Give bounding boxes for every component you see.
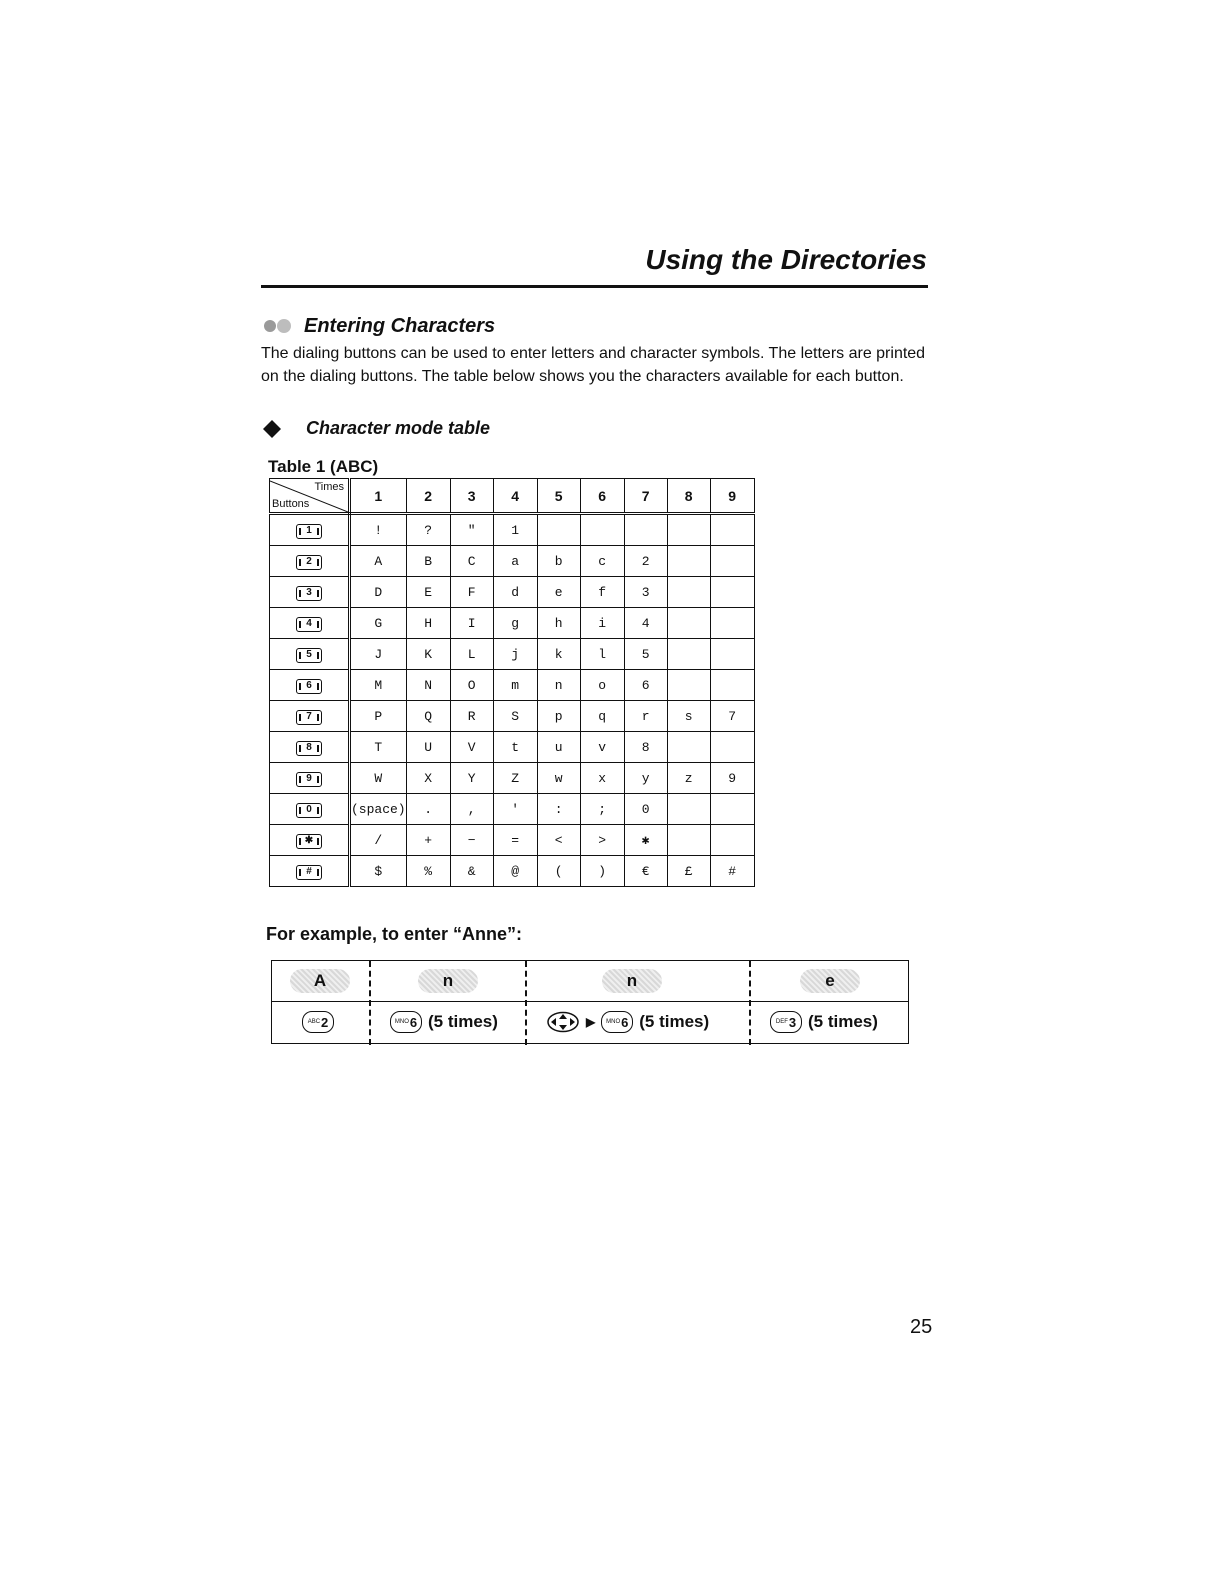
- intro-paragraph: The dialing buttons can be used to enter letters and character symbols. The letters are printed on the dialing buttons. The table below shows you the characters available for each button.: [261, 345, 926, 385]
- character-cell: [710, 546, 754, 577]
- character-cell: 9: [710, 763, 754, 794]
- character-cell: b: [537, 546, 580, 577]
- table-row: [270, 825, 755, 856]
- character-cell: o: [580, 670, 624, 701]
- column-header: 5: [537, 479, 580, 514]
- character-cell: ': [493, 794, 537, 825]
- character-cell: [667, 794, 710, 825]
- character-cell: (space): [350, 794, 407, 825]
- character-cell: g: [493, 608, 537, 639]
- character-cell: =: [493, 825, 537, 856]
- character-cell: V: [450, 732, 493, 763]
- button-cell: [270, 794, 350, 825]
- column-header: 3: [450, 479, 493, 514]
- column-header: 7: [624, 479, 667, 514]
- dial-button-icon: 3: [296, 586, 322, 601]
- character-cell: [667, 546, 710, 577]
- character-cell: F: [450, 577, 493, 608]
- character-cell: [667, 608, 710, 639]
- character-cell: [710, 670, 754, 701]
- page-header-title: Using the Directories: [645, 244, 927, 275]
- dial-button-icon: ✱: [296, 834, 322, 849]
- character-cell: e: [537, 577, 580, 608]
- character-cell: O: [450, 670, 493, 701]
- example-step: [770, 1009, 878, 1035]
- character-cell: G: [350, 608, 407, 639]
- character-cell: y: [624, 763, 667, 794]
- button-cell: [270, 546, 350, 577]
- example-letter: n: [602, 969, 662, 993]
- character-cell: I: [450, 608, 493, 639]
- character-cell: H: [406, 608, 450, 639]
- character-cell: r: [624, 701, 667, 732]
- character-cell: 1: [493, 514, 537, 546]
- button-cell: [270, 856, 350, 887]
- character-cell: (: [537, 856, 580, 887]
- dotted-bullet-icon: [262, 313, 298, 339]
- dial-button-icon: 8: [296, 741, 322, 756]
- character-cell: ?: [406, 514, 450, 546]
- column-header: 1: [350, 479, 407, 514]
- example-step: [546, 1009, 709, 1035]
- character-cell: [710, 639, 754, 670]
- times-label: Times: [314, 481, 344, 493]
- example-letter: e: [800, 969, 860, 993]
- step-text: (5 times): [428, 1012, 498, 1031]
- character-cell: v: [580, 732, 624, 763]
- character-cell: C: [450, 546, 493, 577]
- dial-button-icon: 6: [296, 679, 322, 694]
- navigator-key-icon: [546, 1011, 580, 1033]
- character-cell: j: [493, 639, 537, 670]
- button-cell: [270, 639, 350, 670]
- character-cell: 3: [624, 577, 667, 608]
- character-cell: ): [580, 856, 624, 887]
- character-cell: .: [406, 794, 450, 825]
- dial-button-icon: 1: [296, 524, 322, 539]
- character-cell: [537, 514, 580, 546]
- column-header: 4: [493, 479, 537, 514]
- character-cell: R: [450, 701, 493, 732]
- button-cell: [270, 514, 350, 546]
- character-cell: ": [450, 514, 493, 546]
- character-cell: [710, 825, 754, 856]
- character-cell: W: [350, 763, 407, 794]
- header-rule: [261, 285, 928, 288]
- character-cell: £: [667, 856, 710, 887]
- table-corner-cell: [270, 479, 350, 514]
- sub-heading-text: Character mode table: [306, 418, 491, 438]
- character-cell: T: [350, 732, 407, 763]
- column-header: 6: [580, 479, 624, 514]
- character-cell: E: [406, 577, 450, 608]
- table-row: [270, 608, 755, 639]
- character-cell: f: [580, 577, 624, 608]
- button-cell: [270, 608, 350, 639]
- character-cell: [667, 639, 710, 670]
- character-cell: [667, 670, 710, 701]
- button-cell: [270, 825, 350, 856]
- character-cell: A: [350, 546, 407, 577]
- character-cell: P: [350, 701, 407, 732]
- example-letter: n: [418, 969, 478, 993]
- character-cell: >: [580, 825, 624, 856]
- character-cell: i: [580, 608, 624, 639]
- example-column-divider: [525, 961, 527, 1045]
- dial-key-icon: DEF 3: [770, 1011, 802, 1033]
- example-title: For example, to enter “Anne”:: [266, 924, 523, 944]
- table-row: [270, 763, 755, 794]
- character-cell: [710, 794, 754, 825]
- character-cell: &: [450, 856, 493, 887]
- character-cell: K: [406, 639, 450, 670]
- buttons-label: Buttons: [272, 498, 310, 510]
- character-cell: U: [406, 732, 450, 763]
- character-cell: l: [580, 639, 624, 670]
- character-cell: [667, 825, 710, 856]
- dial-button-icon: 7: [296, 710, 322, 725]
- character-cell: !: [350, 514, 407, 546]
- table-row: [270, 577, 755, 608]
- right-arrow-icon: ▶: [586, 1015, 596, 1029]
- character-cell: ,: [450, 794, 493, 825]
- character-cell: [710, 608, 754, 639]
- character-cell: t: [493, 732, 537, 763]
- column-header: 8: [667, 479, 710, 514]
- character-cell: z: [667, 763, 710, 794]
- character-cell: w: [537, 763, 580, 794]
- dial-button-icon: #: [296, 865, 322, 880]
- section-heading-text: Entering Characters: [304, 314, 496, 337]
- character-cell: S: [493, 701, 537, 732]
- section-heading: [262, 313, 495, 339]
- character-cell: c: [580, 546, 624, 577]
- dial-key-icon: ABC 2: [302, 1011, 334, 1033]
- button-cell: [270, 763, 350, 794]
- button-cell: [270, 670, 350, 701]
- character-cell: %: [406, 856, 450, 887]
- character-cell: #: [710, 856, 754, 887]
- character-cell: X: [406, 763, 450, 794]
- character-cell: 0: [624, 794, 667, 825]
- character-cell: Q: [406, 701, 450, 732]
- character-cell: 7: [710, 701, 754, 732]
- character-cell: h: [537, 608, 580, 639]
- example-letter: A: [290, 969, 350, 993]
- button-cell: [270, 577, 350, 608]
- example-row-divider: [272, 1001, 908, 1002]
- character-cell: Z: [493, 763, 537, 794]
- sub-heading: [262, 418, 490, 439]
- dial-key-icon: MNO 6: [601, 1011, 633, 1033]
- character-cell: 6: [624, 670, 667, 701]
- character-cell: [580, 514, 624, 546]
- table-body: [270, 514, 755, 887]
- character-cell: [710, 577, 754, 608]
- column-header: 2: [406, 479, 450, 514]
- page-number: 25: [910, 1316, 933, 1338]
- step-text: (5 times): [639, 1012, 710, 1031]
- character-cell: d: [493, 577, 537, 608]
- table-header-row: [270, 479, 755, 514]
- character-cell: 5: [624, 639, 667, 670]
- character-cell: ;: [580, 794, 624, 825]
- character-cell: 8: [624, 732, 667, 763]
- dial-button-icon: 4: [296, 617, 322, 632]
- table-row: [270, 732, 755, 763]
- column-header: 9: [710, 479, 754, 514]
- table-row: [270, 856, 755, 887]
- example-box: [271, 960, 909, 1044]
- table-row: [270, 514, 755, 546]
- character-cell: @: [493, 856, 537, 887]
- character-cell: J: [350, 639, 407, 670]
- dial-button-icon: 2: [296, 555, 322, 570]
- table-row: [270, 639, 755, 670]
- character-cell: D: [350, 577, 407, 608]
- table-row: [270, 794, 755, 825]
- button-cell: [270, 732, 350, 763]
- character-cell: p: [537, 701, 580, 732]
- step-text: (5 times): [808, 1012, 878, 1031]
- table-title: Table 1 (ABC): [268, 457, 379, 476]
- dial-button-icon: 5: [296, 648, 322, 663]
- character-cell: a: [493, 546, 537, 577]
- character-cell: m: [493, 670, 537, 701]
- character-cell: Y: [450, 763, 493, 794]
- character-cell: +: [406, 825, 450, 856]
- character-cell: /: [350, 825, 407, 856]
- character-cell: 2: [624, 546, 667, 577]
- character-mode-table: [269, 478, 755, 887]
- dial-button-icon: 9: [296, 772, 322, 787]
- example-step: [390, 1009, 498, 1035]
- example-column-divider: [749, 961, 751, 1045]
- table-row: [270, 701, 755, 732]
- button-cell: [270, 701, 350, 732]
- dial-button-icon: 0: [296, 803, 322, 818]
- table-row: [270, 670, 755, 701]
- character-cell: s: [667, 701, 710, 732]
- character-cell: [710, 732, 754, 763]
- character-cell: ✱: [624, 825, 667, 856]
- character-cell: −: [450, 825, 493, 856]
- diamond-bullet-icon: [262, 419, 282, 439]
- character-cell: [667, 577, 710, 608]
- table-row: [270, 546, 755, 577]
- example-step: [302, 1009, 334, 1035]
- character-cell: x: [580, 763, 624, 794]
- dial-key-icon: MNO 6: [390, 1011, 422, 1033]
- character-cell: B: [406, 546, 450, 577]
- character-cell: L: [450, 639, 493, 670]
- character-cell: [710, 514, 754, 546]
- example-column-divider: [369, 961, 371, 1045]
- character-cell: :: [537, 794, 580, 825]
- character-cell: k: [537, 639, 580, 670]
- character-cell: n: [537, 670, 580, 701]
- character-cell: 4: [624, 608, 667, 639]
- character-cell: M: [350, 670, 407, 701]
- character-cell: [624, 514, 667, 546]
- character-cell: <: [537, 825, 580, 856]
- character-cell: u: [537, 732, 580, 763]
- character-cell: q: [580, 701, 624, 732]
- character-cell: [667, 732, 710, 763]
- character-cell: N: [406, 670, 450, 701]
- character-cell: $: [350, 856, 407, 887]
- character-cell: €: [624, 856, 667, 887]
- character-cell: [667, 514, 710, 546]
